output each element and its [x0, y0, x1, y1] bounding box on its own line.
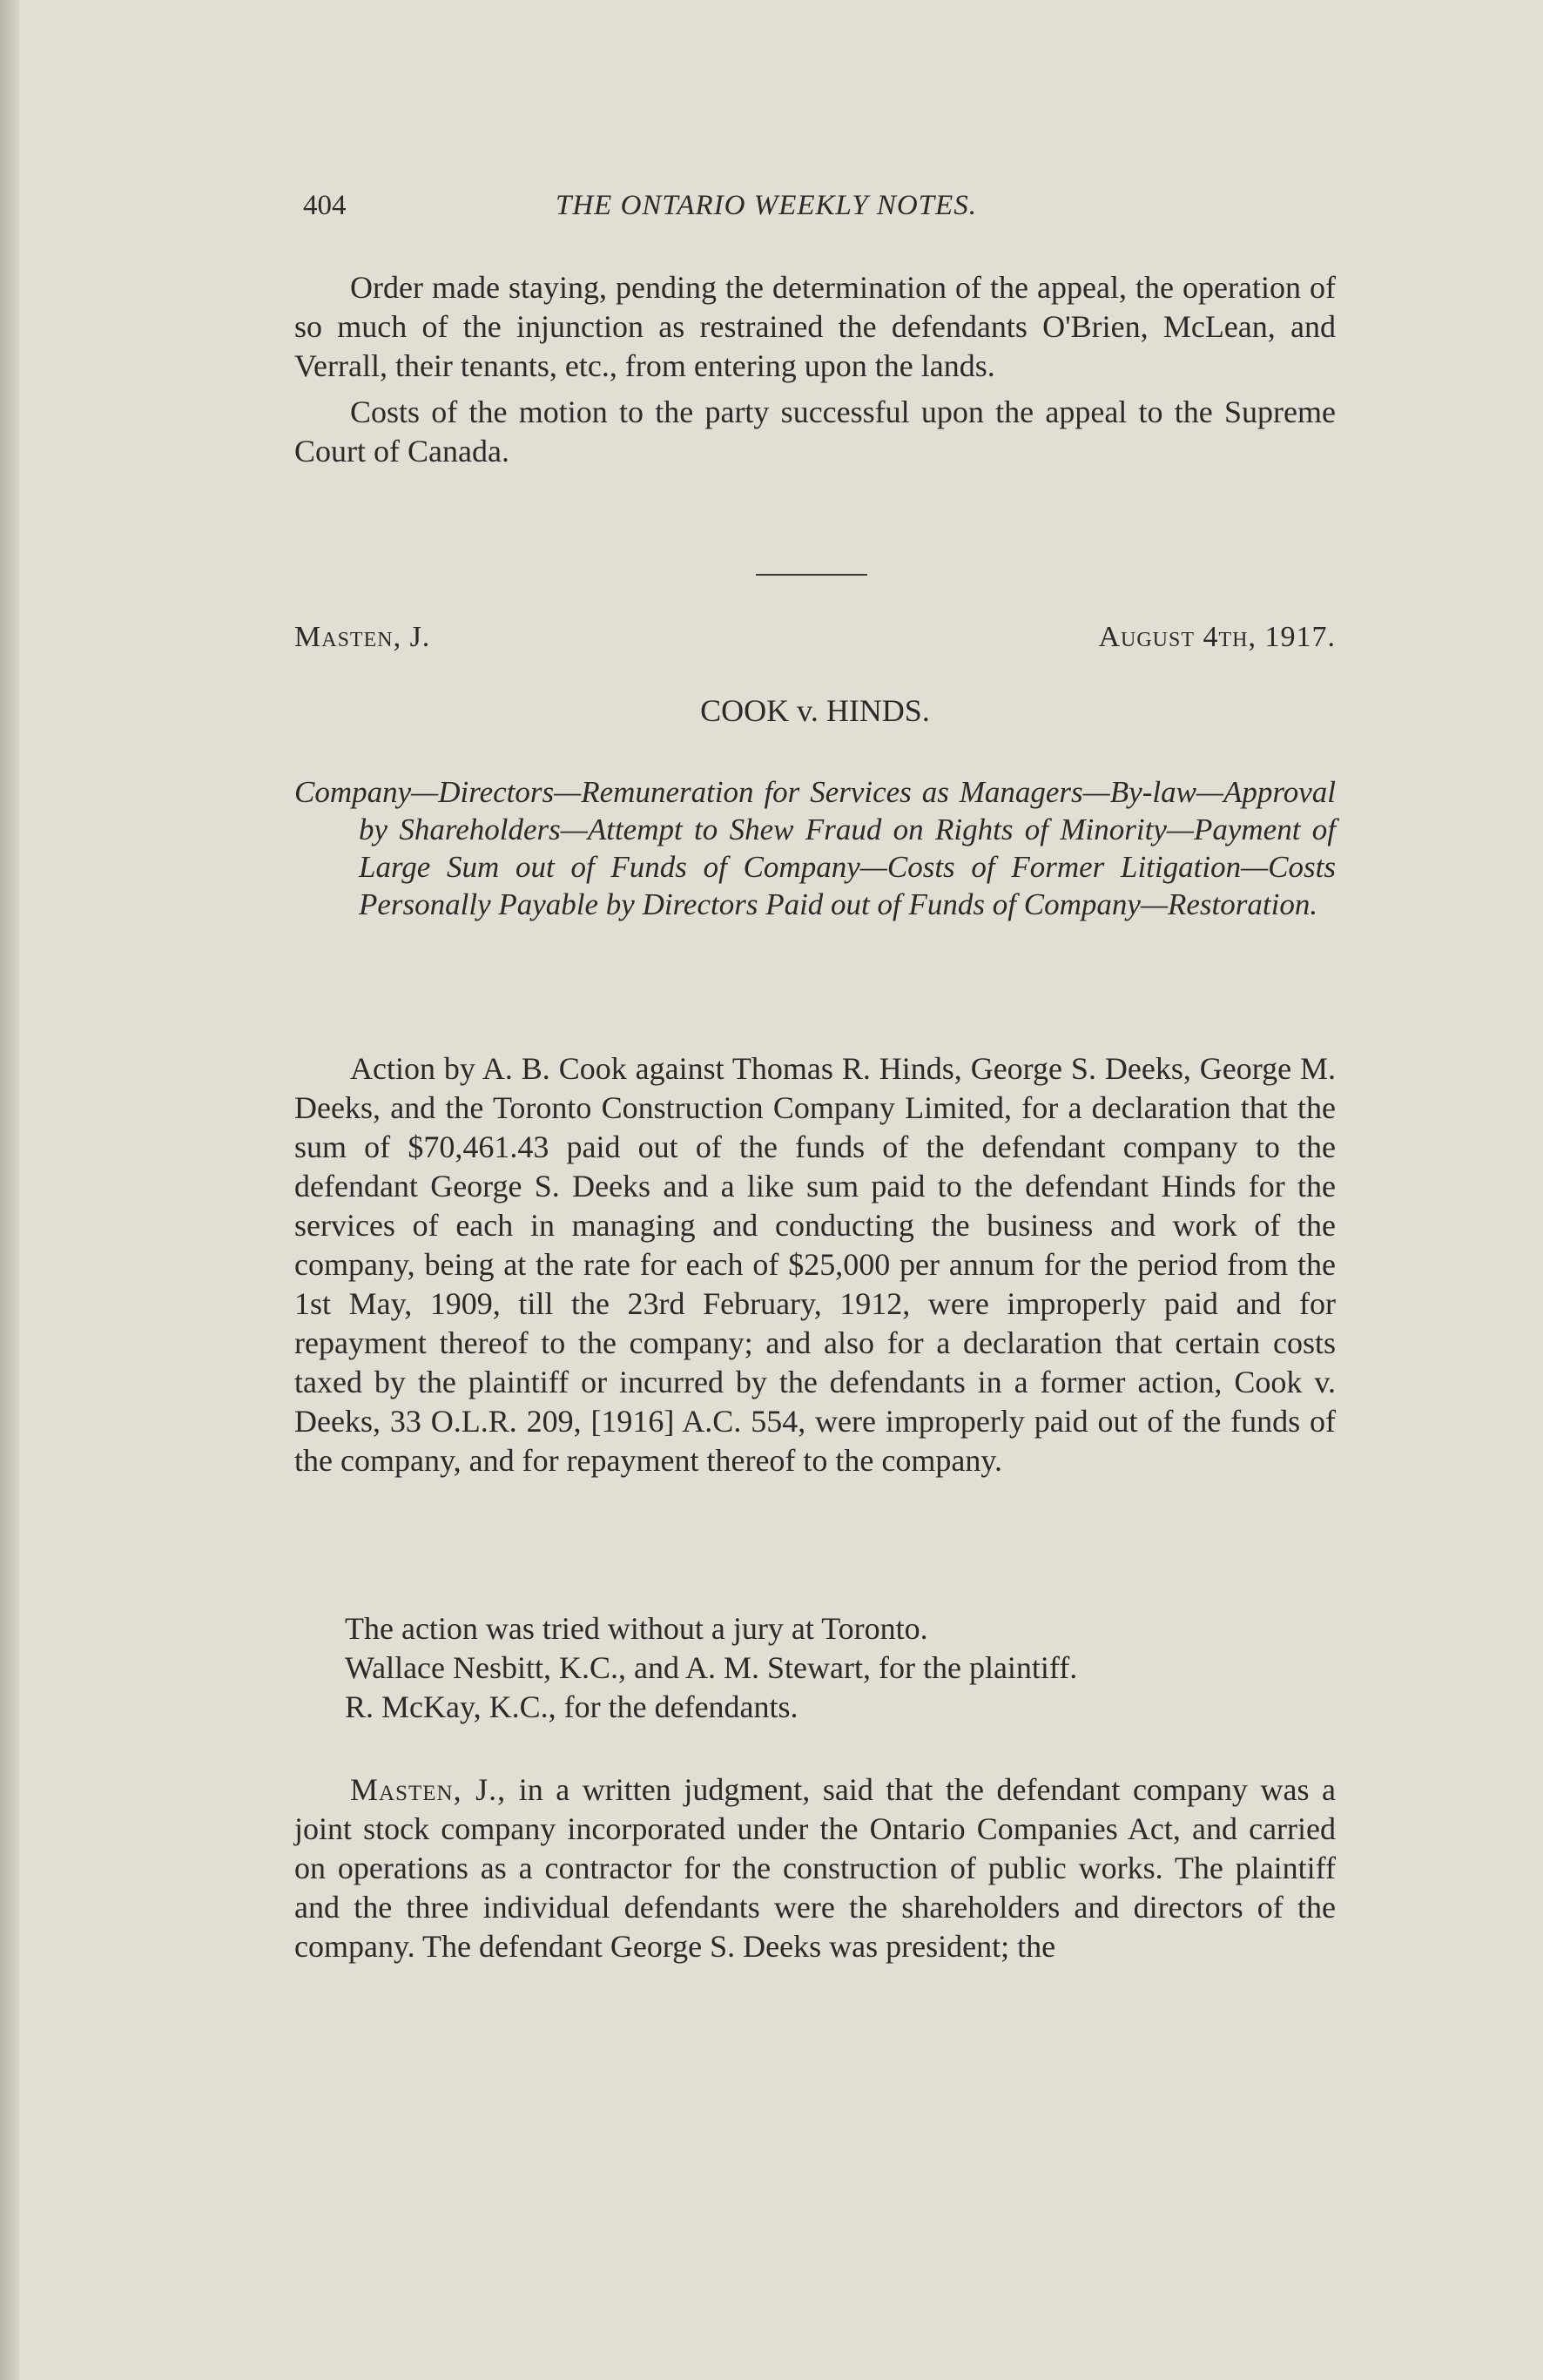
order-paragraph: Order made staying, pending the determination of the appeal, the operation of so much of the injunction as restrained the defendants O'Brien, McLean, and Verrall, their tenants, etc., from entering upon the lands.	[294, 270, 1336, 383]
case-headnote: Company—Directors—Remuneration for Services as Managers—By-law—Approval by Shareholders—Attempt to Shew Fraud on Rights of Minority—Payment of Large Sum out of Funds of Company—Costs of Former Litigation—Costs Personally Payable by Directors Paid out of Funds of Company—Restoration.	[294, 775, 1336, 921]
section-divider	[756, 574, 867, 576]
trial-line: The action was tried without a jury at Toronto.	[345, 1611, 928, 1646]
page-number: 404	[303, 190, 347, 221]
judgment-text: in a written judgment, said that the defendant company was a joint stock company incorporated under the Ontario Companies Act, and carried on operations as a contractor for the construction of public works. The plaintiff and the three individual defendants were the shareholders and directors of the company. The defendant George S. Deeks was president; the	[294, 1772, 1336, 1964]
judge-date-line	[294, 621, 1336, 663]
judgment-block	[294, 1770, 1336, 1966]
defendant-counsel-line: R. McKay, K.C., for the defendants.	[345, 1689, 798, 1724]
plaintiff-counsel-line: Wallace Nesbitt, K.C., and A. M. Stewart, for the plaintiff.	[345, 1650, 1078, 1685]
judgment-judge-lead: Masten, J.,	[350, 1772, 507, 1807]
judge-name: Masten, J.	[294, 621, 431, 653]
previous-case-conclusion	[294, 268, 1336, 471]
action-paragraph-block	[294, 1049, 1336, 1480]
trial-details	[294, 1609, 1336, 1727]
judgment-paragraph	[294, 1770, 1336, 1966]
costs-paragraph: Costs of the motion to the party successful upon the appeal to the Supreme Court of Canada.	[294, 394, 1336, 469]
judgment-date: August 4th, 1917.	[1098, 621, 1336, 653]
case-title: COOK v. HINDS.	[700, 693, 930, 728]
running-title: THE ONTARIO WEEKLY NOTES.	[556, 190, 977, 221]
action-paragraph: Action by A. B. Cook against Thomas R. Hinds, George S. Deeks, George M. Deeks, and the Toronto Construction Company Limited, for a declaration that the sum of $70,461.43 paid out of the funds of the defendant company to the defendant George S. Deeks and a like sum paid to the defendant Hinds for the services of each in managing and conducting the business and work of the company, being at the rate for each of $25,000 per annum for the period from the 1st May, 1909, till the 23rd February, 1912, were improperly paid and for repayment thereof to the company; and also for a declaration that certain costs taxed by the plaintiff or incurred by the defendants in a former action, Cook v. Deeks, 33 O.L.R. 209, [1916] A.C. 554, were improperly paid out of the funds of the company, and for repayment thereof to the company.	[294, 1051, 1336, 1478]
page-header	[303, 190, 1331, 233]
book-spine-shadow	[0, 0, 19, 2380]
